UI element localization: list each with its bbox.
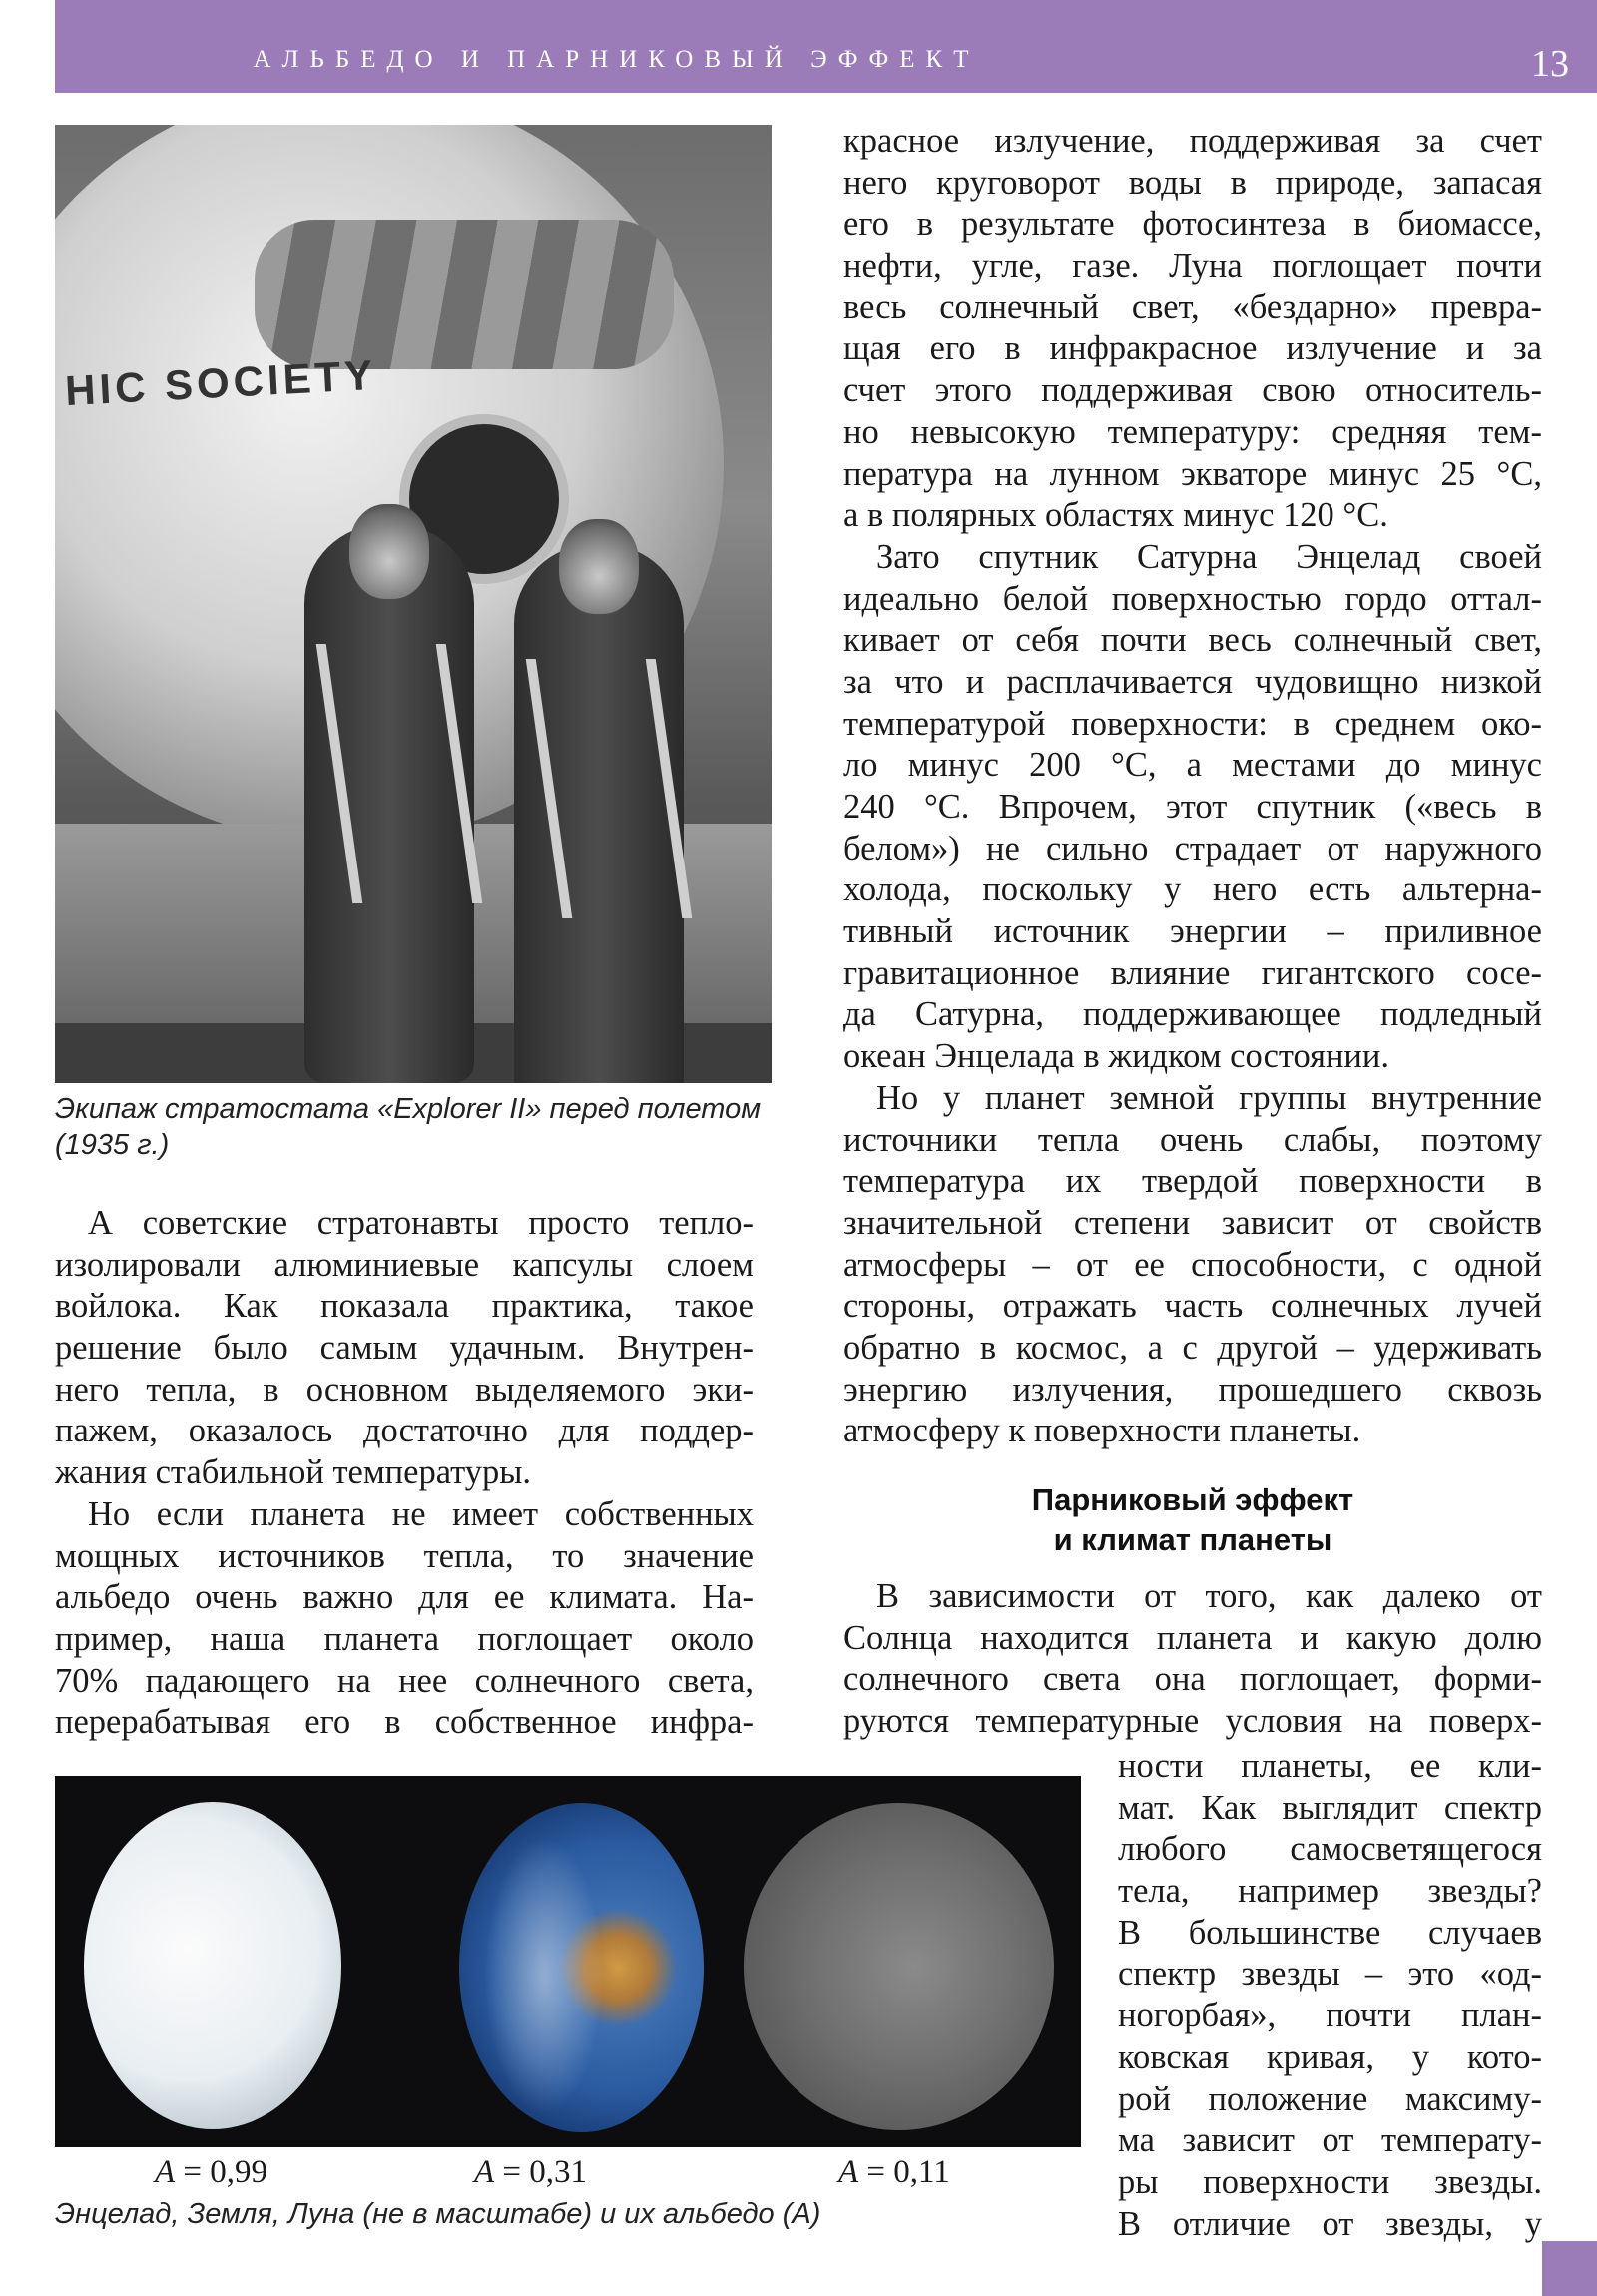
text-line: 70% падающего на нее солнечного света, <box>55 1661 754 1700</box>
section-heading <box>843 1480 1542 1560</box>
text-line: В отличие от звезды, у <box>1118 2204 1542 2243</box>
text-line: мат. Как выглядит спектр <box>1118 1788 1542 1827</box>
text-line: мощных источников тепла, то значение <box>55 1536 754 1575</box>
text-line: да Сатурна, поддерживающее подледный <box>843 995 1542 1034</box>
text-line: а в полярных областях минус 120 °C. <box>843 496 1388 535</box>
text-line: источники тепла очень слабы, поэтому <box>843 1120 1542 1159</box>
crew-head-right <box>559 519 639 614</box>
text-line: щая его в инфракрасное излучение и за <box>843 329 1542 368</box>
text-line: Зато спутник Сатурна Энцелад своей <box>876 537 1542 576</box>
text-line: обратно в космос, а с другой – удерживать <box>843 1328 1542 1367</box>
text-line: решение было самым удачным. Внутрен- <box>55 1329 754 1368</box>
text-line: красное излучение, поддерживая за счет <box>843 122 1542 160</box>
text-line: него круговорот воды в природе, запасая <box>843 163 1542 202</box>
text-line: счет этого поддерживая свою относитель- <box>843 371 1542 410</box>
albedo-label-enceladus: A = 0,99 <box>155 2154 268 2190</box>
text-line: рой положение максиму- <box>1118 2079 1542 2118</box>
text-line: энергию излучения, прошедшего сквозь <box>843 1370 1542 1409</box>
text-line: пример, наша планета поглощает около <box>55 1619 754 1658</box>
text-line: атмосферу к поверхности планеты. <box>843 1412 1361 1450</box>
page-number: 13 <box>1531 43 1569 85</box>
text-line: спектр звезды – это «од- <box>1118 1955 1542 1994</box>
page-edge-tab <box>1542 2241 1597 2296</box>
section-heading-line: и климат планеты <box>1053 1522 1332 1557</box>
text-line: тела, например звезды? <box>1118 1872 1542 1911</box>
right-column-text <box>843 121 1542 1452</box>
text-line: перерабатывая его в собственное инфра- <box>55 1703 754 1742</box>
text-line: Солнца находится планета и какую долю <box>843 1618 1542 1657</box>
text-line: Но у планет земной группы внутренние <box>876 1078 1542 1117</box>
text-line: любого самосветящегося <box>1118 1830 1542 1869</box>
text-line: ма зависит от температу- <box>1118 2121 1542 2160</box>
text-line: значительной степени зависит от свойств <box>843 1203 1542 1242</box>
text-line: тивный источник энергии – приливное <box>843 912 1542 951</box>
text-line: весь солнечный свет, «бездарно» превра- <box>843 287 1542 326</box>
text-line: за что и расплачивается чудовищно низкой <box>843 662 1542 701</box>
photo-caption <box>55 1091 774 1163</box>
text-line: но невысокую температуру: средняя тем- <box>843 412 1542 451</box>
text-line: температурой поверхности: в среднем око- <box>843 704 1542 743</box>
text-line: ности планеты, ее кли- <box>1118 1747 1542 1785</box>
text-line: гравитационное влияние гигантского сосе- <box>843 953 1542 992</box>
text-line: пература на лунном экваторе минус 25 °C, <box>843 454 1542 493</box>
photo-caption-line: Экипаж стратостата «Explorer II» перед полетом <box>55 1093 762 1125</box>
text-line: кивает от себя почти весь солнечный свет, <box>843 621 1542 660</box>
text-line: руются температурные условия на поверх- <box>843 1702 1542 1741</box>
albedo-label-earth: A = 0,31 <box>474 2154 588 2190</box>
text-line: В большинстве случаев <box>1118 1913 1542 1952</box>
text-line: идеально белой поверхностью гордо оттал- <box>843 579 1542 618</box>
explorer-ii-crew-photo <box>55 125 772 1083</box>
text-line: 240 °C. Впрочем, этот спутник («весь в <box>843 788 1542 826</box>
text-line: Но если планета не имеет собственных <box>88 1494 754 1533</box>
text-line: А советские стратонавты просто тепло- <box>88 1204 754 1242</box>
text-line: нефти, угле, газе. Луна поглощает почти <box>843 247 1542 286</box>
earth-clouds <box>484 1836 604 2115</box>
planets-caption: Энцелад, Земля, Луна (не в масштабе) и их альбедо (A) <box>55 2198 821 2230</box>
text-line: стороны, отражать часть солнечных лучей <box>843 1287 1542 1326</box>
enceladus <box>84 1802 341 2129</box>
text-line: холода, поскольку у него есть альтерна- <box>843 870 1542 909</box>
left-column-text <box>55 1203 754 1744</box>
albedo-label-moon: A = 0,11 <box>838 2154 950 2190</box>
text-line: океан Энцелада в жидком состоянии. <box>843 1037 1389 1076</box>
text-line: ло минус 200 °C, а местами до минус <box>843 746 1542 785</box>
text-line: ковская кривая, у кото- <box>1118 2037 1542 2076</box>
text-line: его в результате фотосинтеза в биомассе, <box>843 205 1542 244</box>
photo-caption-line: (1935 г.) <box>55 1129 170 1161</box>
text-line: солнечного света она поглощает, форми- <box>843 1660 1542 1699</box>
running-header <box>55 0 1597 93</box>
text-line: температура их твердой поверхности в <box>843 1162 1542 1201</box>
text-line: ногорбая», почти план- <box>1118 1997 1542 2035</box>
moon <box>744 1803 1054 2130</box>
section-text-wide <box>843 1576 1542 1743</box>
text-line: ры поверхности звезды. <box>1118 2162 1542 2201</box>
section-heading-line: Парниковый эффект <box>1031 1482 1354 1517</box>
planets-image <box>55 1776 1081 2147</box>
text-line: изолировали алюминиевые капсулы слоем <box>55 1245 754 1284</box>
crew-head-left <box>349 504 429 599</box>
section-text-narrow <box>1118 1746 1542 2245</box>
text-line: В зависимости от того, как далеко от <box>876 1577 1542 1615</box>
gondola-lettering: HIC SOCIETY <box>63 350 378 415</box>
text-line: альбедо очень важно для ее климата. На- <box>55 1578 754 1617</box>
running-header-title: АЛЬБЕДО И ПАРНИКОВЫЙ ЭФФЕКТ <box>253 46 980 73</box>
ballast-bags <box>255 220 674 369</box>
text-line: атмосферы – от ее способности, с одной <box>843 1245 1542 1284</box>
text-line: него тепла, в основном выделяемого эки- <box>55 1370 754 1409</box>
text-line: жания стабильной температуры. <box>55 1453 532 1492</box>
text-line: пажем, оказалось достаточно для поддер- <box>55 1412 754 1450</box>
text-line: войлока. Как показала практика, такое <box>55 1287 754 1326</box>
text-line: белом») не сильно страдает от наружного <box>843 829 1542 867</box>
